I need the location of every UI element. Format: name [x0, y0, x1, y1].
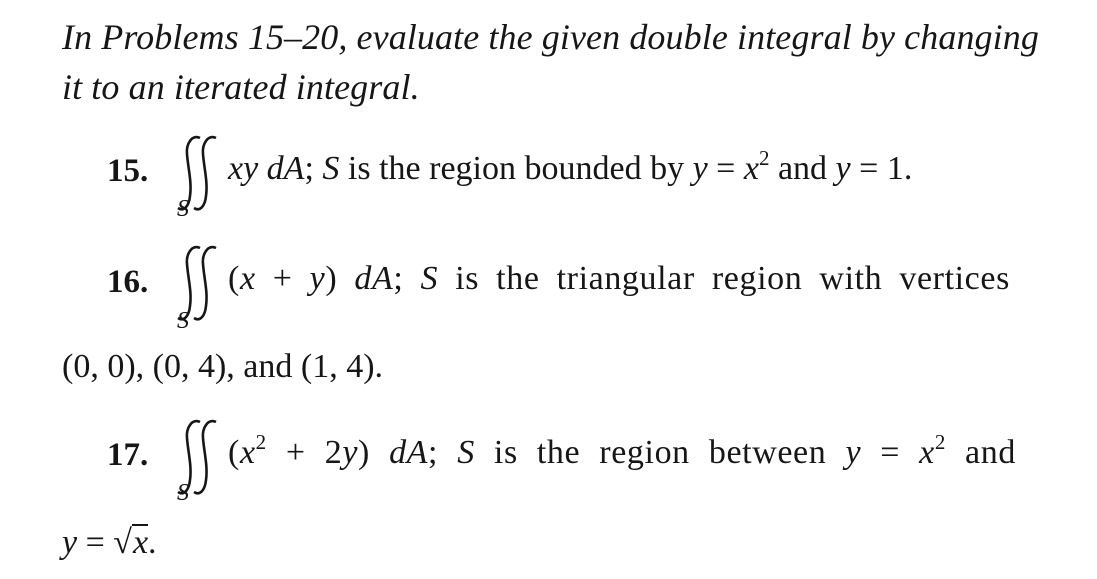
- problem-statement: [228, 145, 913, 188]
- region-description: ; S is the triangular region with vertices: [393, 260, 1010, 297]
- integrand: $(x^2 + 2y)$ dA: [228, 429, 429, 471]
- problem-number: 17.: [107, 437, 149, 473]
- problem-number: 15.: [107, 153, 149, 189]
- instructions-line-2: it to an iterated integral.: [62, 67, 420, 107]
- region-label: S: [177, 308, 189, 334]
- problem-statement: [228, 260, 1010, 298]
- problem-number: 16.: [107, 264, 149, 300]
- instructions-line-1: In Problems 15–20, evaluate the given double integral by changing: [62, 17, 1039, 57]
- vertices-text: (0, 0), (0, 4), and (1, 4).: [62, 348, 384, 385]
- problem-16: [0, 242, 1097, 342]
- integrand: (x + y) dA: [228, 260, 394, 297]
- problem-17: [0, 420, 1097, 520]
- region-label: S: [177, 196, 189, 222]
- integrand: xy dA: [228, 150, 305, 187]
- problem-17-continuation: y = √x.: [62, 524, 157, 561]
- problem-statement: [228, 429, 1016, 472]
- problem-15: [0, 130, 1097, 230]
- problem-instructions: [62, 12, 1072, 112]
- region-description: ; S is the region between $y = x^2$ and: [428, 429, 1016, 471]
- region-description: ; S is the region bounded by $y = x^2$ and y = 1.: [304, 145, 913, 187]
- region-label: S: [177, 480, 189, 506]
- problem-16-continuation: [62, 348, 383, 386]
